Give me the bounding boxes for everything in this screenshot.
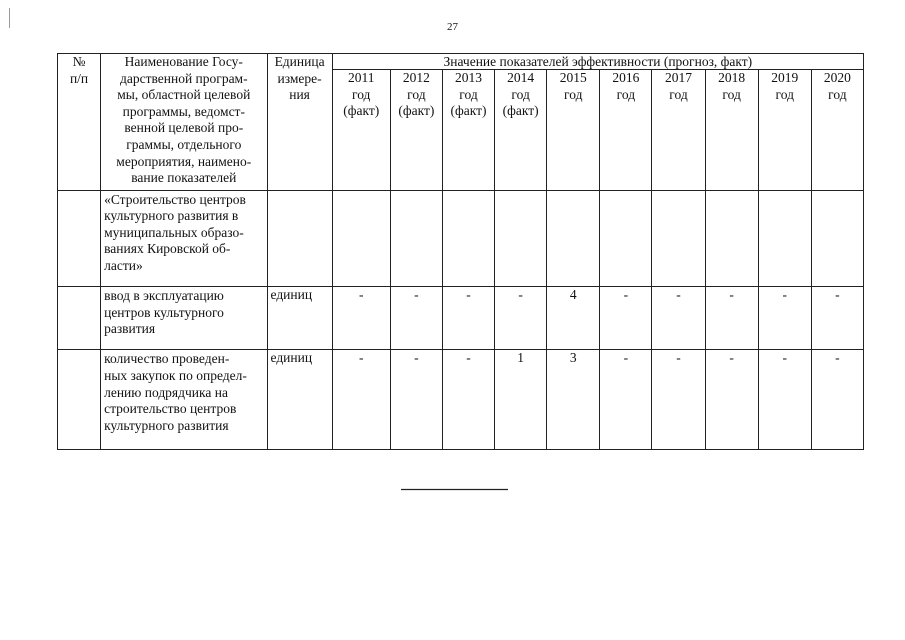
row-name-line: культурного развития (104, 417, 229, 433)
value-cell: - (332, 287, 390, 350)
value-cell: - (390, 287, 442, 350)
table-row (58, 350, 864, 450)
value-cell: - (652, 287, 705, 350)
header-year-2013 (442, 70, 494, 191)
header-unit (267, 54, 332, 191)
value-cell: - (758, 287, 811, 350)
year-word: год (407, 86, 426, 102)
header-unit-line: измере- (277, 70, 322, 86)
value-cell (442, 190, 494, 286)
row-num-cell (58, 350, 101, 450)
row-name-line: ваниях Кировской об- (104, 241, 231, 257)
row-unit-cell: единиц (267, 350, 332, 450)
value-cell: 4 (547, 287, 600, 350)
header-year-2016 (600, 70, 652, 191)
header-unit-line: Единица (274, 54, 325, 69)
header-name-line: программы, ведомст- (122, 103, 245, 119)
year-note: (факт) (398, 103, 435, 119)
row-name-cell (101, 287, 267, 350)
year-label: 2018 (718, 70, 746, 86)
header-name (101, 54, 267, 191)
year-note: (факт) (343, 103, 380, 119)
header-year-2019 (758, 70, 811, 191)
value-cell: - (758, 350, 811, 450)
value-cell: - (442, 287, 494, 350)
value-cell (758, 190, 811, 286)
header-name-line: вание показателей (131, 170, 237, 186)
value-cell (811, 190, 863, 286)
row-name-line: количество проведен- (104, 351, 230, 367)
efficiency-indicators-table (57, 53, 864, 450)
header-num-line: п/п (69, 70, 89, 86)
header-year-2014 (495, 70, 547, 191)
row-name-line: муниципальных образо- (104, 224, 244, 240)
year-label: 2015 (559, 70, 587, 86)
year-word: год (459, 86, 478, 102)
year-word: год (722, 86, 741, 102)
header-num-line: № (72, 54, 86, 69)
year-label: 2020 (823, 70, 851, 86)
header-year-2017 (652, 70, 705, 191)
value-cell: - (652, 350, 705, 450)
row-name-line: ласти» (104, 258, 143, 274)
year-word: год (352, 86, 371, 102)
header-name-line: граммы, отдельного (126, 136, 242, 152)
value-cell (332, 190, 390, 286)
value-cell: - (390, 350, 442, 450)
year-label: 2011 (347, 70, 375, 86)
value-cell (652, 190, 705, 286)
year-note: (факт) (502, 103, 539, 119)
value-cell: 3 (547, 350, 600, 450)
value-cell: - (811, 287, 863, 350)
value-cell: - (705, 287, 758, 350)
year-label: 2016 (612, 70, 640, 86)
year-label: 2014 (507, 70, 535, 86)
row-unit-cell (267, 190, 332, 286)
year-word: год (564, 86, 583, 102)
page-number: 27 (447, 21, 458, 33)
header-year-2018 (705, 70, 758, 191)
value-cell (600, 190, 652, 286)
year-word: год (616, 86, 636, 102)
table-row (58, 287, 864, 350)
row-name-line: развития (104, 321, 156, 337)
row-name-line: ных закупок по определ- (104, 368, 247, 384)
row-name-line: строительство центров (104, 401, 237, 417)
header-name-line: мероприятия, наимено- (116, 153, 252, 169)
value-cell: - (495, 287, 547, 350)
value-cell: - (705, 350, 758, 450)
header-unit-line: ния (289, 87, 310, 103)
header-year-2020 (811, 70, 863, 191)
row-name-cell (101, 350, 267, 450)
header-name-line: Наименование Госу- (124, 54, 243, 69)
header-year-2012 (390, 70, 442, 191)
row-name-line: культурного развития в (104, 208, 239, 224)
header-name-line: мы, областной целевой (117, 87, 251, 103)
header-year-2015 (547, 70, 600, 191)
row-name-line: центров культурного (104, 304, 224, 320)
value-cell (705, 190, 758, 286)
header-num (58, 54, 101, 191)
year-note: (факт) (450, 103, 487, 119)
year-label: 2019 (771, 70, 799, 86)
value-cell: - (600, 287, 652, 350)
year-label: 2017 (664, 70, 692, 86)
row-name-line: ввод в эксплуатацию (104, 288, 224, 304)
value-cell (547, 190, 600, 286)
header-year-2011 (332, 70, 390, 191)
header-name-line: венной целевой про- (124, 120, 244, 136)
year-word: год (828, 86, 847, 102)
header-values-group: Значение показателей эффективности (прогноз, факт) (332, 54, 863, 70)
year-label: 2012 (402, 70, 430, 86)
row-name-cell (101, 190, 267, 286)
value-cell: - (600, 350, 652, 450)
value-cell (390, 190, 442, 286)
value-cell: - (332, 350, 390, 450)
header-name-line: дарственной програм- (119, 70, 248, 86)
row-num-cell (58, 190, 101, 286)
value-cell: - (442, 350, 494, 450)
row-name-line: лению подрядчика на (104, 384, 228, 400)
year-word: год (669, 86, 688, 102)
row-unit-cell: единиц (267, 287, 332, 350)
row-num-cell (58, 287, 101, 350)
end-rule (400, 488, 510, 491)
year-label: 2013 (454, 70, 482, 86)
table-row (58, 190, 864, 286)
year-word: год (511, 86, 530, 102)
value-cell (495, 190, 547, 286)
value-cell: 1 (495, 350, 547, 450)
value-cell: - (811, 350, 863, 450)
row-name-line: «Строительство центров (104, 191, 246, 207)
year-word: год (775, 86, 794, 102)
